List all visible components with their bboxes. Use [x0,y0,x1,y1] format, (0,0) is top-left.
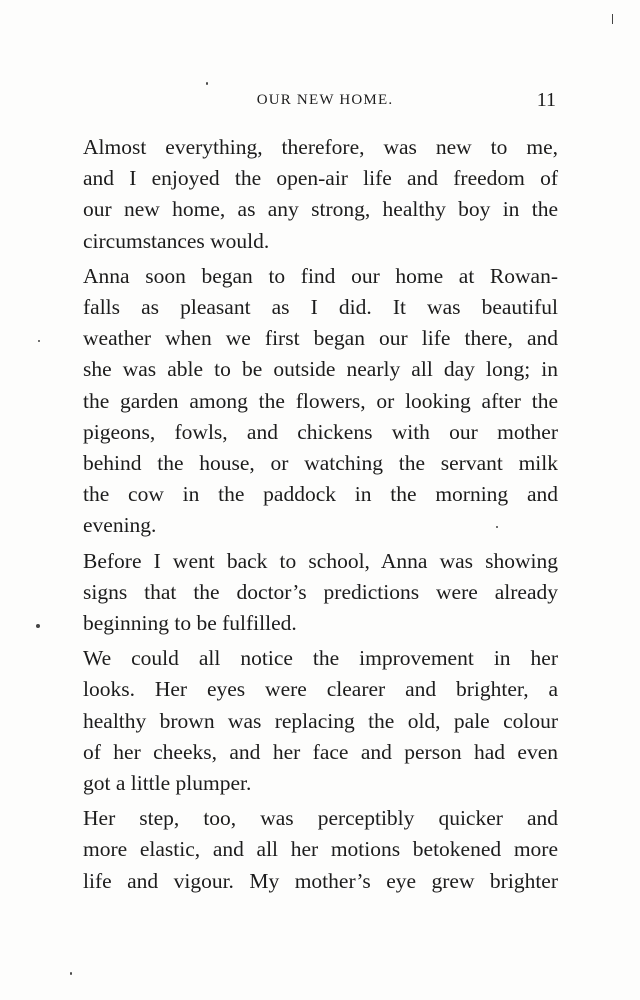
scan-speck [36,624,40,628]
scan-speck [612,14,613,24]
text-line: behind the house, or watching the servant milk [83,451,558,476]
text-line: the cow in the paddock in the morning and [83,482,558,507]
text-line: she was able to be outside nearly all day long; in [83,357,558,382]
text-line: beginning to be fulfilled. [83,611,297,636]
text-line: Almost everything, therefore, was new to me, [83,135,558,159]
text-line: falls as pleasant as I did. It was beautiful [83,295,558,320]
text-line: and I enjoyed the open-air life and freedom of [83,166,558,191]
text-line: the garden among the flowers, or looking after the [83,388,558,413]
page-number: 11 [536,89,556,111]
scan-speck [206,82,208,85]
paragraph-5 [82,803,558,897]
text-line: Anna soon began to find our home at Rowan- [83,263,558,288]
text-line: looks. Her eyes were clearer and brighter, a [83,677,558,702]
text-line: of her cheeks, and her face and person had even [83,739,558,764]
paragraph-3 [82,546,558,640]
text-line: weather when we first began our life there, and [83,326,558,351]
text-line: our new home, as any strong, healthy boy in the [83,197,558,222]
text-line: signs that the doctor’s predictions were already [83,579,558,604]
text-line: got a little plumper. [83,771,252,796]
paragraph-1 [82,132,558,257]
paragraph-4 [82,643,558,799]
body-text [82,132,558,901]
running-title: OUR NEW HOME. [256,92,394,108]
text-line: circumstances would. [83,228,270,253]
text-line: Her step, too, was perceptibly quicker and [83,806,558,831]
text-line: We could all notice the improvement in her [83,646,558,671]
scan-speck [38,340,40,342]
text-line: Before I went back to school, Anna was showing [83,548,558,573]
text-line: pigeons, fowls, and chickens with our mother [83,419,558,444]
paragraph-2 [82,261,558,542]
running-head [82,88,558,112]
text-line: evening. [83,513,157,538]
text-line: life and vigour. My mother’s eye grew brighter [83,868,558,893]
text-line: more elastic, and all her motions betokened more [83,837,558,862]
text-line: healthy brown was replacing the old, pale colour [83,708,558,733]
scan-speck [496,526,498,528]
scan-speck [70,972,72,975]
